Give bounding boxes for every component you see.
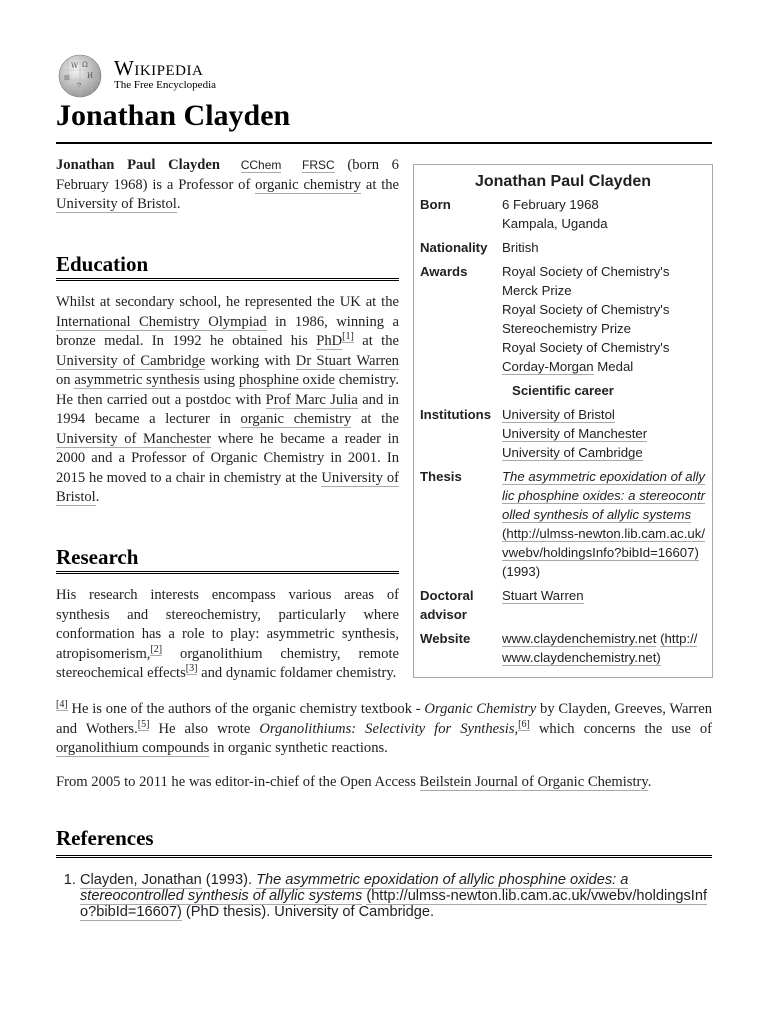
infobox-label: Awards <box>420 264 468 279</box>
award-merck-2: Merck Prize <box>502 283 572 298</box>
wikipedia-globe-icon <box>56 54 104 98</box>
thesis-title-link[interactable]: The asymmetric epoxidation of allylic phosphine oxides: a stereocontrolled synthesis of allylic systems <box>502 469 706 522</box>
award-medal-text: Medal <box>597 359 634 374</box>
education-text: Whilst at secondary school, he represented the UK at the <box>56 294 399 310</box>
thesis-year: (1993) <box>502 564 541 579</box>
research-text: organolithium chemistry, remote stereochemical effects <box>56 645 399 681</box>
university-of-manchester-link[interactable]: University of Manchester <box>56 430 212 447</box>
reference-url-link[interactable]: (http://ulmss-newton.lib.cam.ac.uk/vwebv/holdingsInfo?bibId=16607) <box>80 888 708 920</box>
award-corday: Royal Society of Chemistry's <box>502 340 670 355</box>
thesis-label-link[interactable]: Thesis <box>420 469 462 484</box>
infobox-title: Jonathan Paul Clayden <box>474 173 652 190</box>
birth-date: 6 February 1968 <box>502 197 599 212</box>
citation-6-link[interactable]: [6] <box>518 718 530 730</box>
subject-name: Jonathan Paul Clayden <box>56 157 221 173</box>
award-merck: Royal Society of Chemistry's <box>502 264 670 279</box>
nationality-value: British <box>502 240 539 255</box>
organolithium-compounds-link[interactable]: organolithium compounds <box>56 740 210 756</box>
book-title-organolithiums: Organolithiums: Selectivity for Synthesis, <box>259 720 519 737</box>
thesis-url-link[interactable]: (http://ulmss-newton.lib.cam.ac.uk/vwebv/holdingsInfo?bibId=16607) <box>502 526 706 560</box>
infobox <box>413 164 713 678</box>
globe-glyph-omega: Ω <box>82 61 88 69</box>
references-heading: References <box>56 826 712 858</box>
research-heading: Research <box>56 548 399 575</box>
citation-2-link[interactable]: [2] <box>150 643 163 655</box>
globe-glyph-u: ウ <box>76 82 83 89</box>
institution-manchester-link[interactable]: University of Manchester <box>502 426 648 441</box>
research-paragraph-start <box>56 586 399 684</box>
citation-5-link[interactable]: [5] <box>137 718 150 730</box>
stuart-warren-link[interactable]: Dr Stuart Warren <box>295 352 399 369</box>
infobox-label: Nationality <box>420 240 488 255</box>
reference-item <box>80 872 712 920</box>
marc-julia-link[interactable]: Prof Marc Julia <box>265 391 358 408</box>
intro-text-3: . <box>176 196 181 212</box>
university-of-bristol-link-2[interactable]: University of Bristol <box>56 469 399 505</box>
references-section <box>56 826 712 920</box>
infobox-row-advisor <box>414 586 712 624</box>
reference-tail: (PhD thesis). University of Cambridge. <box>185 904 435 920</box>
organic-chemistry-link-2[interactable]: organic chemistry <box>240 411 352 427</box>
globe-glyph-i: И <box>87 72 94 80</box>
beilstein-journal-link[interactable]: Beilstein Journal of Organic Chemistry <box>419 773 648 790</box>
birth-place: Kampala, Uganda <box>502 216 608 231</box>
research-text: He is one of the authors of the organic chemistry textbook - <box>71 701 421 717</box>
chemistry-olympiad-link[interactable]: International Chemistry Olympiad <box>56 313 267 330</box>
organic-chemistry-link[interactable]: organic chemistry <box>255 176 362 193</box>
textbook-title: Organic Chemistry <box>424 701 537 717</box>
research-text: His research interests encompass various areas of synthesis and stereochemistry, particularly where conformation has a role to play: asymmetric synthesis, atropisomerism, <box>56 587 399 662</box>
education-text: in 1986, winning a bronze medal. In 1992 he obtained his <box>56 313 400 349</box>
asymmetric-synthesis-link[interactable]: asymmetric synthesis <box>74 372 200 388</box>
institution-bristol-link[interactable]: University of Bristol <box>502 407 615 422</box>
institution-cambridge-link[interactable]: University of Cambridge <box>502 445 643 460</box>
education-heading: Education <box>56 255 399 282</box>
phosphine-oxide-link[interactable]: phosphine oxide <box>238 372 335 388</box>
reference-title-link[interactable]: The asymmetric epoxidation of allylic phosphine oxides: a stereocontrolled synthesis of allylic systems <box>80 872 629 904</box>
citation-1-link[interactable]: [1] <box>342 331 354 343</box>
education-text: working with <box>210 352 291 369</box>
education-text: at the <box>360 411 399 427</box>
main-column <box>56 156 399 684</box>
intro-text-2: at the <box>365 176 400 193</box>
scientific-career-heading: Scientific career <box>512 383 614 398</box>
infobox-row-awards <box>414 262 712 376</box>
cchem-link[interactable]: CChem <box>240 158 282 172</box>
infobox-row-institutions <box>414 405 712 462</box>
reference-author-link[interactable]: Clayden, Jonathan <box>80 872 202 888</box>
editor-text: . <box>647 773 652 790</box>
wikipedia-tagline: The Free Encyclopedia <box>114 79 217 91</box>
corday-morgan-link[interactable]: Corday-Morgan <box>502 359 594 374</box>
frsc-link[interactable]: FRSC <box>302 158 335 172</box>
phd-link[interactable]: PhD <box>316 333 343 349</box>
globe-glyph-w: W <box>71 62 79 70</box>
website-url-link[interactable]: (http://www.claydenchemistry.net) <box>502 631 698 665</box>
intro-text-1: (born 6 February 1968) is a Professor of <box>56 157 399 193</box>
infobox-label: Born <box>420 197 451 212</box>
page-title: Jonathan Clayden <box>56 96 712 144</box>
infobox-label: Website <box>420 631 471 646</box>
reference-list <box>56 872 712 920</box>
citation-3-link[interactable]: [3] <box>185 663 198 675</box>
reference-year: (1993). <box>205 872 253 888</box>
education-text: . <box>95 489 100 505</box>
globe-glyph-wei: 維 <box>64 75 71 82</box>
advisor-link[interactable]: Stuart Warren <box>502 588 584 603</box>
research-text: which concerns the use of <box>538 720 712 737</box>
research-text: in organic synthetic reactions. <box>213 740 388 756</box>
doctoral-advisor-label-link[interactable]: Doctoral advisor <box>420 588 474 622</box>
research-text: and dynamic foldamer chemistry. <box>201 665 397 681</box>
infobox-row-nationality <box>414 238 712 257</box>
award-stereo-2: Stereochemistry Prize <box>502 321 631 336</box>
university-of-bristol-link[interactable]: University of Bristol <box>56 196 177 212</box>
education-text: where he became a reader in 2000 and a Professor of Organic Chemistry in 2001. In 2015 he moved to a chair in chemistry at the <box>56 430 399 486</box>
research-text: He also wrote <box>158 720 251 737</box>
intro-paragraph <box>56 156 399 215</box>
editor-paragraph <box>56 773 712 793</box>
research-paragraph-continued <box>56 700 712 792</box>
infobox-row-born <box>414 195 712 233</box>
education-text: at the <box>362 333 399 349</box>
university-of-cambridge-link[interactable]: University of Cambridge <box>56 352 206 369</box>
wikipedia-logo[interactable] <box>56 54 256 98</box>
education-text: using <box>203 372 236 388</box>
education-text: chemistry. He then carried out a postdoc with <box>56 372 399 408</box>
wikipedia-wordmark: Wikipedia <box>114 56 204 80</box>
education-paragraph <box>56 293 399 508</box>
infobox-row-thesis <box>414 467 712 581</box>
website-link[interactable]: www.claydenchemistry.net <box>502 631 657 646</box>
editor-text: From 2005 to 2011 he was editor-in-chief of the Open Access <box>56 773 416 790</box>
award-stereo: Royal Society of Chemistry's <box>502 302 670 317</box>
research-text: by Clayden, Greeves, Warren and Wothers. <box>56 701 712 737</box>
infobox-label: Institutions <box>420 407 492 422</box>
education-text: on <box>56 372 71 388</box>
citation-4-link[interactable]: [4] <box>56 699 68 711</box>
infobox-row-website <box>414 629 712 667</box>
education-text: and in 1994 became a lecturer in <box>56 391 399 427</box>
